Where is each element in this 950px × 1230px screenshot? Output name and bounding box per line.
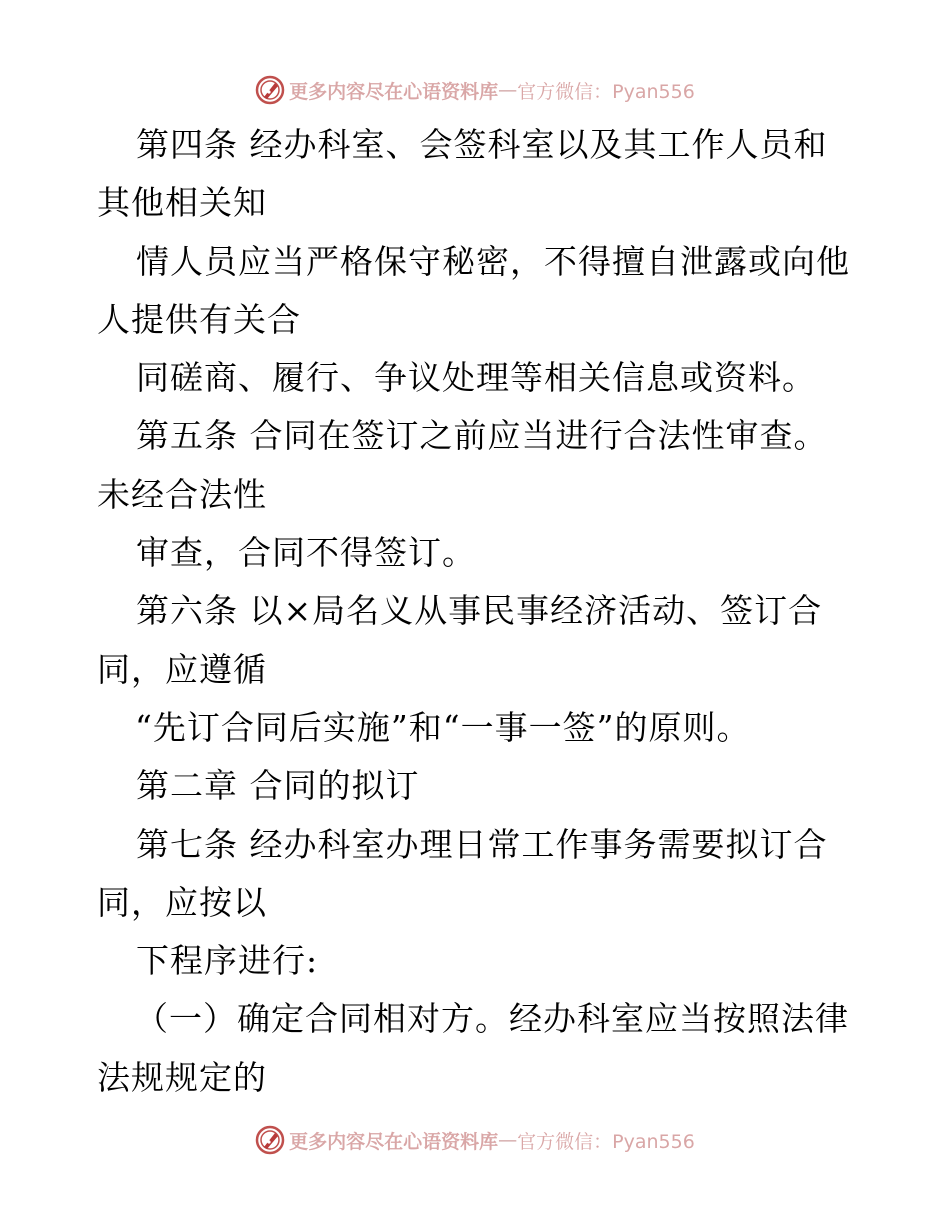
body-line: 未经合法性 [97,474,267,514]
header-promo-text: 更多内容尽在心语资料库 [289,80,499,103]
body-line: 其他相关知 [97,183,267,223]
body-line: 第六条 以×局名义从事民事经济活动、签订合 [136,591,823,631]
chapter-heading: 第二章 合同的拟订 [136,766,420,806]
body-line: 第五条 合同在签订之前应当进行合法性审查。 [136,416,828,456]
body-line: 第七条 经办科室办理日常工作事务需要拟订合 [136,824,828,864]
body-line: 情人员应当严格保守秘密，不得擅自泄露或向他 [136,241,850,281]
body-line: 同磋商、履行、争议处理等相关信息或资料。 [136,358,816,398]
header-wechat-text: 官方微信：Pyan556 [517,80,695,103]
footer-dash: — [498,1129,518,1151]
body-line: 法规规定的 [97,1057,267,1097]
body-line: “先订合同后实施”和“一事一签”的原则。 [135,707,751,747]
pen-nib-logo-icon [255,1125,285,1155]
document-body [97,116,857,1107]
header-dash: — [498,79,518,101]
footer-promo-text: 更多内容尽在心语资料库 [289,1130,499,1153]
body-line: 人提供有关合 [97,299,301,339]
body-line: 同，应遵循 [97,649,267,689]
body-line: 第四条 经办科室、会签科室以及其工作人员和 [136,125,828,164]
body-line: 审查，合同不得签订。 [136,533,476,573]
body-line: 下程序进行: [136,941,319,981]
footer-banner [0,1120,950,1160]
pen-nib-logo-icon [255,75,285,105]
body-line: 同，应按以 [97,882,267,922]
footer-wechat-text: 官方微信：Pyan556 [517,1130,695,1153]
header-banner [0,70,950,110]
body-line: （一）确定合同相对方。经办科室应当按照法律 [135,999,849,1039]
